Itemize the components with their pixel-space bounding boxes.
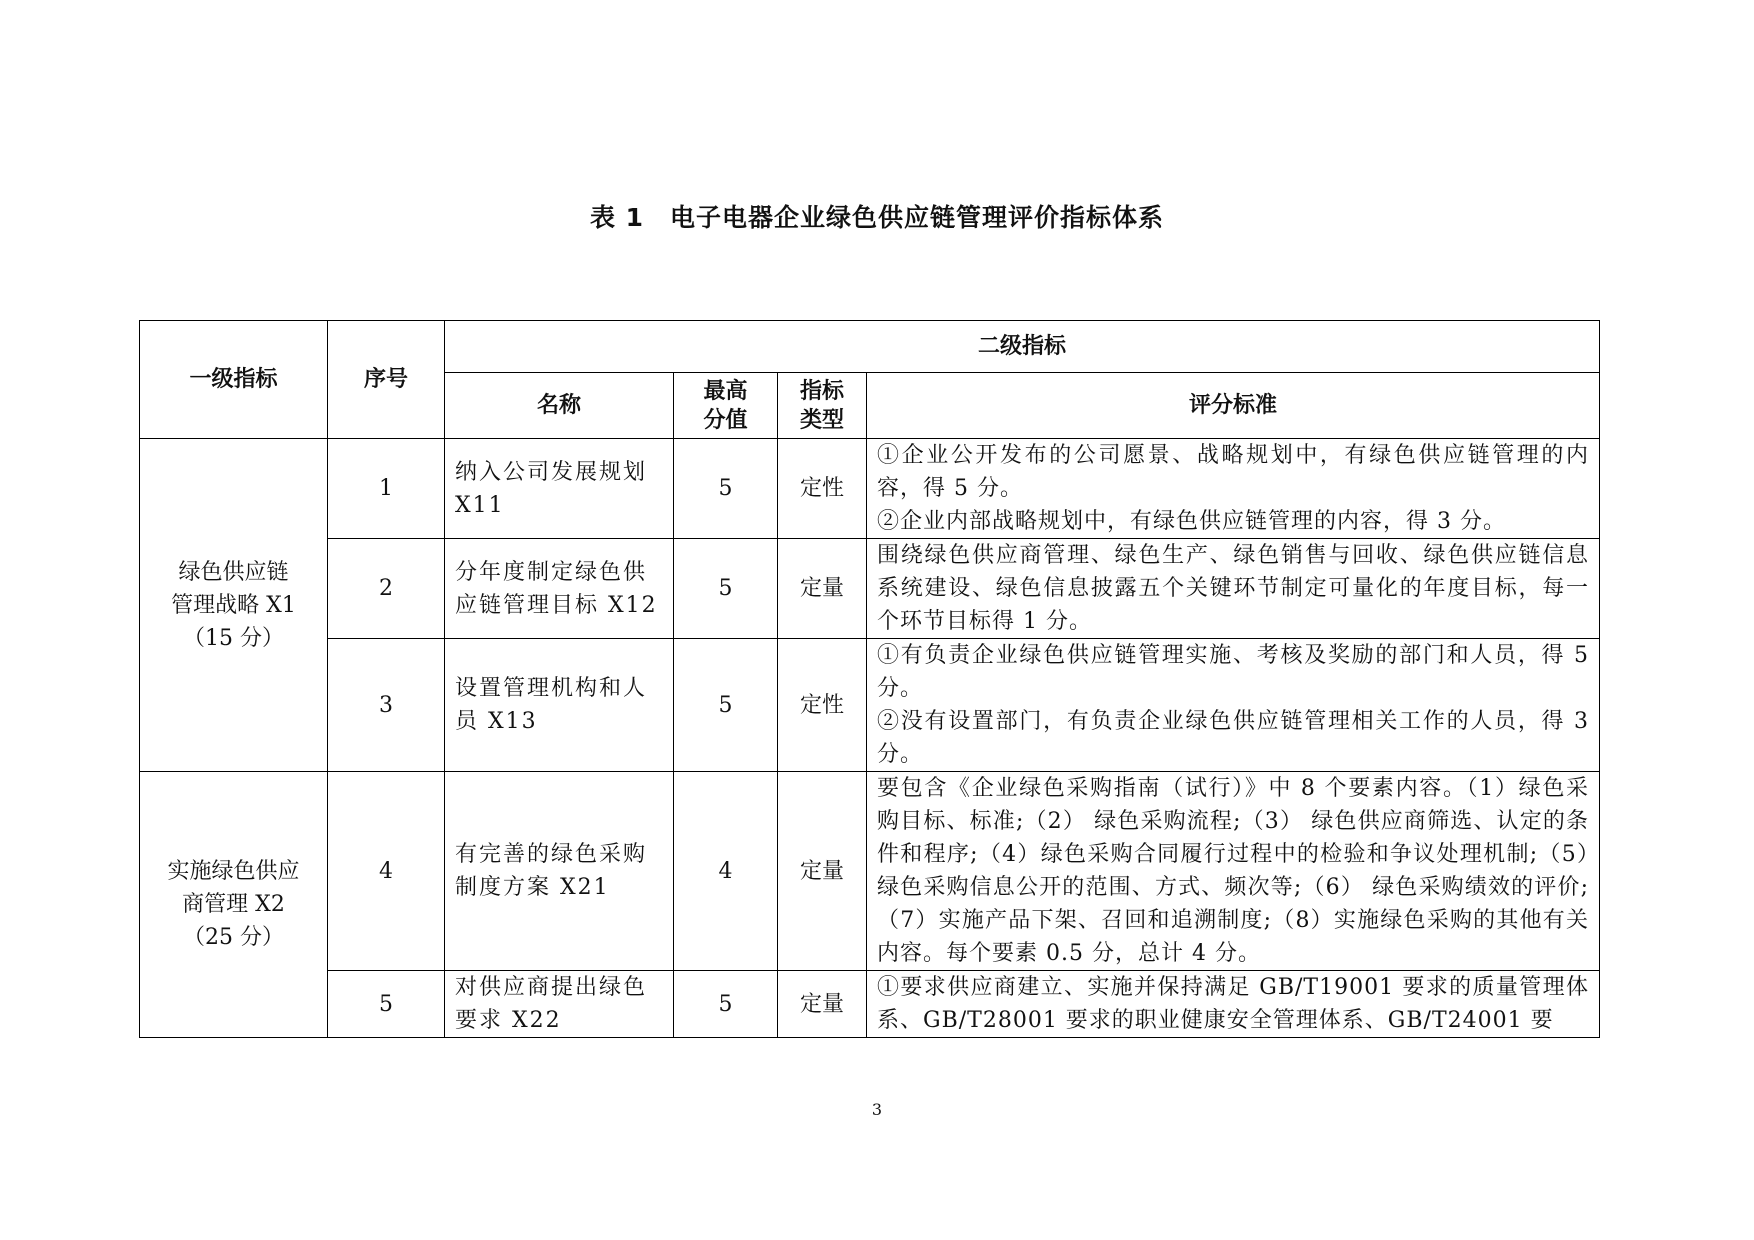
- criteria-cell: ①企业公开发布的公司愿景、战略规划中，有绿色供应链管理的内容，得 5 分。 ②企业内部战略规划中，有绿色供应链管理的内容，得 3 分。: [867, 439, 1600, 539]
- score-cell: 5: [674, 439, 778, 539]
- seq-cell: 2: [328, 539, 445, 639]
- seq-cell: 4: [328, 772, 445, 971]
- header-max-score: 最高 分值: [674, 373, 778, 439]
- page-number: 3: [871, 1100, 883, 1119]
- criteria-cell: ①要求供应商建立、实施并保持满足 GB/T19001 要求的质量管理体系、GB/T28001 要求的职业健康安全管理体系、GB/T24001 要: [867, 971, 1600, 1038]
- criteria-cell: 要包含《企业绿色采购指南（试行）》中 8 个要素内容。（1）绿色采购目标、标准;（2） 绿色采购流程;（3） 绿色供应商筛选、认定的条件和程序;（4）绿色采购合同履行过程中的检验和争议处理机制;（5）绿色采购信息公开的范围、方式、频次等;（6） 绿色采购绩效的评价;（7）实施产品下架、召回和追溯制度;（8）实施绿色采购的其他有关内容。每个要素 0.5 分，总计 4 分。: [867, 772, 1600, 971]
- type-cell: 定性: [778, 439, 867, 539]
- score-cell: 5: [674, 639, 778, 772]
- header-row-1: [140, 321, 1600, 373]
- table-row: [140, 639, 1600, 772]
- type-cell: 定量: [778, 971, 867, 1038]
- header-level1: 一级指标: [140, 321, 328, 439]
- evaluation-index-table: [139, 320, 1600, 1038]
- type-cell: 定量: [778, 772, 867, 971]
- name-cell: 纳入公司发展规划 X11: [445, 439, 674, 539]
- name-cell: 有完善的绿色采购制度方案 X21: [445, 772, 674, 971]
- table-row: [140, 772, 1600, 971]
- table-row: [140, 539, 1600, 639]
- criteria-cell: 围绕绿色供应商管理、绿色生产、绿色销售与回收、绿色供应链信息系统建设、绿色信息披露五个关键环节制定可量化的年度目标，每一个环节目标得 1 分。: [867, 539, 1600, 639]
- header-seq: 序号: [328, 321, 445, 439]
- type-cell: 定量: [778, 539, 867, 639]
- score-cell: 5: [674, 971, 778, 1038]
- table-row: [140, 439, 1600, 539]
- criteria-cell: ①有负责企业绿色供应链管理实施、考核及奖励的部门和人员，得 5 分。 ②没有设置部门，有负责企业绿色供应链管理相关工作的人员，得 3 分。: [867, 639, 1600, 772]
- header-level2: 二级指标: [445, 321, 1600, 373]
- level1-cell-x2: 实施绿色供应 商管理 X2 （25 分）: [140, 772, 328, 1038]
- seq-cell: 5: [328, 971, 445, 1038]
- header-name: 名称: [445, 373, 674, 439]
- score-cell: 4: [674, 772, 778, 971]
- table-title: 表 1 电子电器企业绿色供应链管理评价指标体系: [589, 203, 1165, 232]
- seq-cell: 1: [328, 439, 445, 539]
- name-cell: 对供应商提出绿色要求 X22: [445, 971, 674, 1038]
- table-row: [140, 971, 1600, 1038]
- header-criteria: 评分标准: [867, 373, 1600, 439]
- seq-cell: 3: [328, 639, 445, 772]
- type-cell: 定性: [778, 639, 867, 772]
- name-cell: 分年度制定绿色供应链管理目标 X12: [445, 539, 674, 639]
- name-cell: 设置管理机构和人员 X13: [445, 639, 674, 772]
- score-cell: 5: [674, 539, 778, 639]
- header-index-type: 指标 类型: [778, 373, 867, 439]
- level1-cell-x1: 绿色供应链 管理战略 X1 （15 分）: [140, 439, 328, 772]
